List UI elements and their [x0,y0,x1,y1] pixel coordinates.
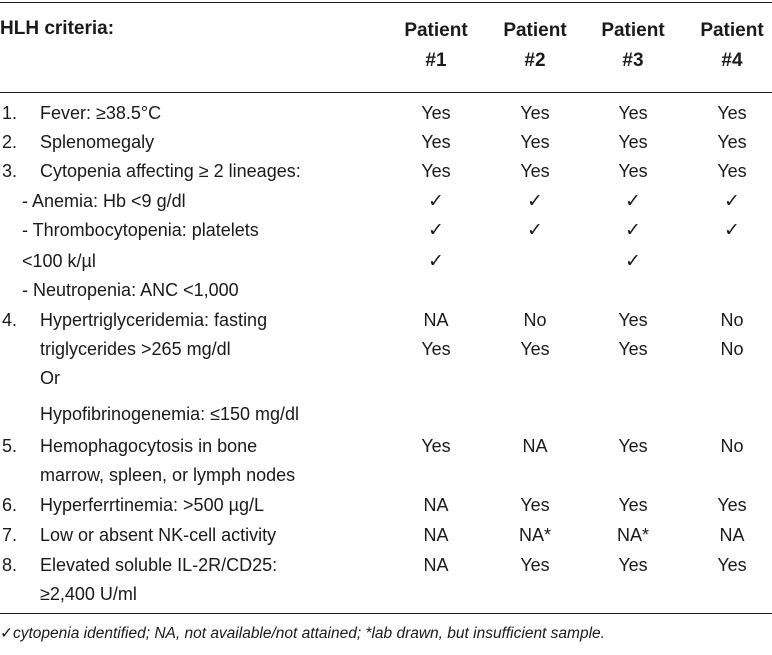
patient-2-value: Yes [520,555,550,575]
patient-1-value: NA [423,525,449,545]
check-mark-icon: ✓ [527,219,543,241]
table-row [0,521,772,550]
table-row [0,276,772,305]
check-mark-icon: ✓ [428,219,444,241]
patient-header-line2: #3 [622,50,644,71]
criterion-label: Elevated soluble IL-2R/CD25: [40,555,278,575]
patient-4-value: Yes [717,495,747,515]
patient-header-line1: Patient [601,20,665,41]
criterion-label: Hyperferrtinemia: >500 µg/L [40,495,264,515]
patient-2-value: NA [522,436,548,456]
patient-header-line1: Patient [503,20,567,41]
criterion-label: Fever: ≥38.5°C [40,103,162,123]
table-row [0,551,772,580]
patient-1-value: Yes [421,103,451,123]
patient-header-line2: #1 [425,50,447,71]
patient-1-value: NA [423,555,449,575]
criterion-label: Hypertriglyceridemia: fasting [40,310,268,330]
patient-4-value: Yes [717,161,747,181]
patient-3-value: Yes [618,339,648,359]
criterion-label: - Thrombocytopenia: platelets [22,220,259,240]
table-top-rule [0,2,772,3]
patient-3-value: Yes [618,495,648,515]
table-bottom-rule [0,613,772,614]
criterion-number: 4. [2,310,18,330]
criterion-number: 8. [2,555,18,575]
patient-3-value: Yes [618,132,648,152]
patient-4-value: Yes [717,132,747,152]
criterion-number: 3. [2,161,18,181]
patient-2-value: Yes [520,132,550,152]
patient-2-value: Yes [520,103,550,123]
patient-4-value: No [720,436,744,456]
patient-2-header [485,16,585,76]
patient-4-value: NA [719,525,745,545]
patient-2-value: NA* [518,525,551,545]
table-row [0,432,772,461]
table-row [0,216,772,245]
table-row [0,364,772,393]
check-mark-icon: ✓ [724,190,740,212]
criterion-label: triglycerides >265 mg/dl [40,339,231,359]
patient-4-value: No [720,339,744,359]
patient-4-value: No [720,310,744,330]
check-mark-icon: ✓ [625,250,641,272]
patient-header-line1: Patient [700,20,764,41]
patient-3-value: Yes [618,310,648,330]
footnote-text: cytopenia identified; NA, not available/not attained; *lab drawn, but insufficient sample. [13,625,605,642]
table-row [0,187,772,216]
criterion-number: 2. [2,132,18,152]
table-row [0,306,772,335]
patient-1-value: Yes [421,339,451,359]
patient-3-value: Yes [618,555,648,575]
table-row [0,400,772,429]
table-row [0,491,772,520]
table-row [0,461,772,490]
table-row [0,128,772,157]
table-footnote [0,624,772,643]
check-mark-icon: ✓ [625,219,641,241]
table-row [0,157,772,186]
criterion-label: - Neutropenia: ANC <1,000 [22,280,239,300]
patient-1-value: Yes [421,161,451,181]
patient-2-value: Yes [520,495,550,515]
criterion-number: 5. [2,436,18,456]
criterion-label: Hemophagocytosis in bone [40,436,258,456]
check-mark-icon: ✓ [428,250,444,272]
patient-1-value: NA [423,310,449,330]
patient-2-value: Yes [520,161,550,181]
patient-2-value: No [523,310,547,330]
patient-1-value: Yes [421,436,451,456]
table-row [0,580,772,609]
patient-header-line1: Patient [404,20,468,41]
table-row [0,247,772,276]
criterion-label: Cytopenia affecting ≥ 2 lineages: [40,161,301,181]
check-mark-icon: ✓ [625,190,641,212]
patient-1-header [386,16,486,76]
criterion-number: 1. [2,103,18,123]
patient-1-value: NA [423,495,449,515]
patient-3-value: Yes [618,103,648,123]
check-mark-icon: ✓ [428,190,444,212]
patient-3-value: Yes [618,161,648,181]
table-row [0,335,772,364]
check-mark-icon: ✓ [527,190,543,212]
patient-3-header [583,16,683,76]
check-mark-icon: ✓ [0,624,13,642]
patient-header-line2: #2 [524,50,546,71]
criterion-label: Splenomegaly [40,132,155,152]
patient-4-header [682,16,772,76]
table-row [0,99,772,128]
patient-3-value: NA* [616,525,649,545]
patient-4-value: Yes [717,555,747,575]
criterion-label: marrow, spleen, or lymph nodes [40,465,296,485]
criterion-label: Hypofibrinogenemia: ≤150 mg/dl [40,404,300,424]
patient-4-value: Yes [717,103,747,123]
patient-1-value: Yes [421,132,451,152]
criterion-label: Or [40,368,60,388]
header-rule [0,92,772,93]
criterion-number: 7. [2,525,18,545]
criterion-label: <100 k/µl [22,251,96,271]
criterion-number: 6. [2,495,18,515]
criterion-label: Low or absent NK-cell activity [40,525,277,545]
patient-2-value: Yes [520,339,550,359]
criterion-label: - Anemia: Hb <9 g/dl [22,191,186,211]
criterion-label: ≥2,400 U/ml [40,584,137,604]
patient-3-value: Yes [618,436,648,456]
check-mark-icon: ✓ [724,219,740,241]
patient-header-line2: #4 [721,50,743,71]
criteria-header: HLH criteria: [0,18,115,39]
